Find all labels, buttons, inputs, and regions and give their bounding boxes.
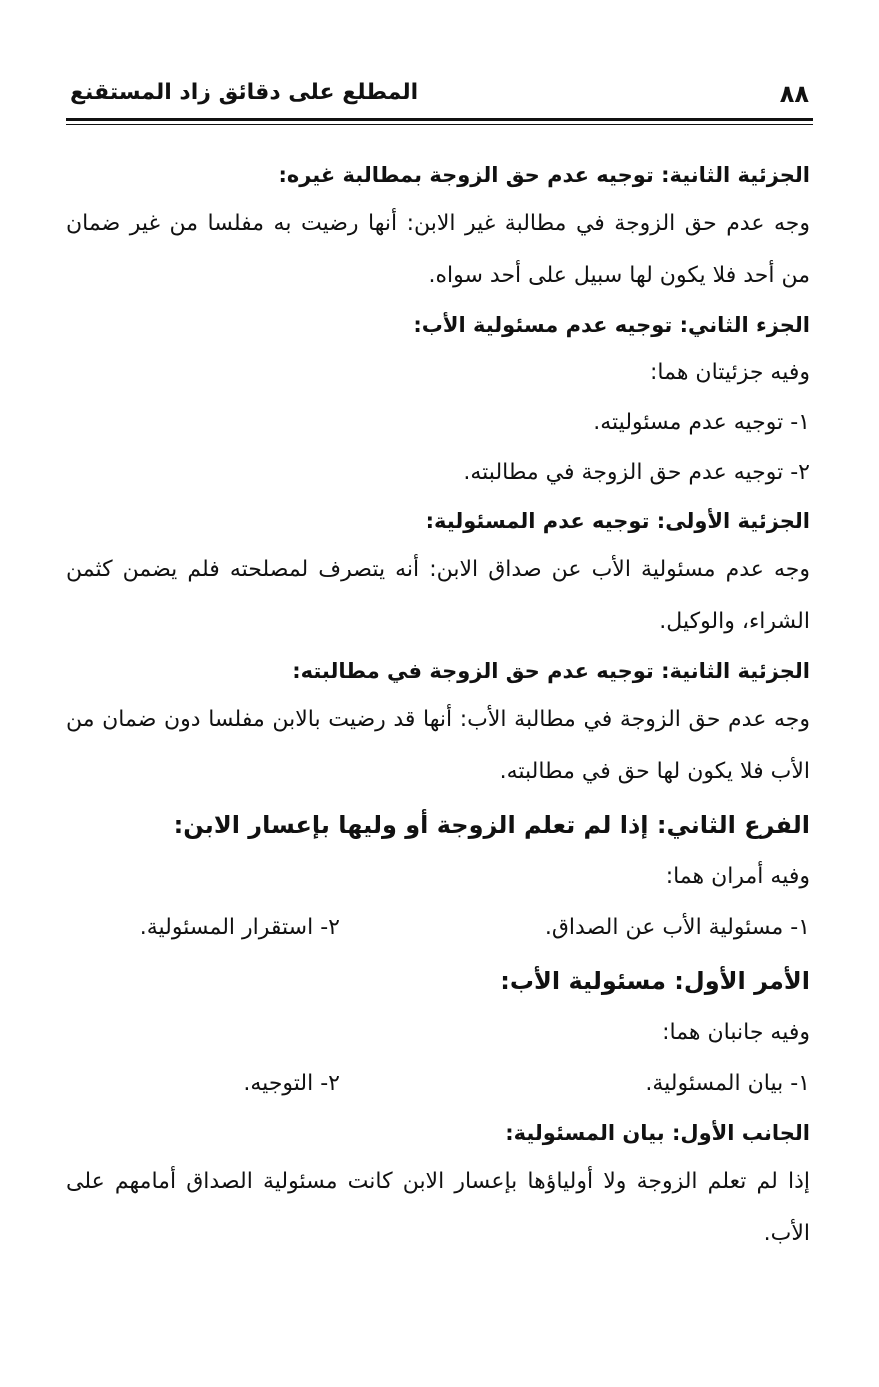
text-line: وفيه جزئيتان هما: xyxy=(650,360,810,385)
text-line: وفيه جانبان هما: xyxy=(662,1020,810,1045)
list-item: ٢- استقرار المسئولية. xyxy=(139,915,340,940)
book-title: المطلع على دقائق زاد المستقنع xyxy=(70,80,419,105)
branch-heading: الفرع الثاني: إذا لم تعلم الزوجة أو وليها بإعسار الابن: xyxy=(173,811,810,839)
paragraph: وجه عدم حق الزوجة في مطالبة الأب: أنها قد رضيت بالابن مفلسا دون ضمان من الأب فلا يكون لها حق في مطالبته. xyxy=(66,707,810,784)
list-item: ١- توجيه عدم مسئوليته. xyxy=(593,410,810,435)
list-item: ١- بيان المسئولية. xyxy=(645,1071,810,1096)
list-pair xyxy=(66,1058,810,1110)
section-heading: الجزئية الثانية: توجيه عدم حق الزوجة في مطالبته: xyxy=(292,659,810,683)
list-pair xyxy=(66,902,810,954)
section-heading: الجزئية الثانية: توجيه عدم حق الزوجة بمطالبة غيره: xyxy=(278,163,810,187)
header-rule-thin xyxy=(66,124,813,125)
section-heading: الجزئية الأولى: توجيه عدم المسئولية: xyxy=(425,509,810,533)
list-item: ١- مسئولية الأب عن الصداق. xyxy=(544,915,810,940)
list-item: ٢- التوجيه. xyxy=(243,1071,340,1096)
text-line: وفيه أمران هما: xyxy=(665,864,810,889)
paragraph: وجه عدم مسئولية الأب عن صداق الابن: أنه يتصرف لمصلحته فلم يضمن كثمن الشراء، والوكيل. xyxy=(66,557,810,634)
paragraph: وجه عدم حق الزوجة في مطالبة غير الابن: أنها رضيت به مفلسا من غير ضمان من أحد فلا يكون لها سبيل على أحد سواه. xyxy=(66,211,810,288)
page-header xyxy=(66,80,813,116)
page-body xyxy=(66,152,810,1260)
section-heading: الجانب الأول: بيان المسئولية: xyxy=(505,1121,810,1145)
section-heading: الأمر الأول: مسئولية الأب: xyxy=(500,967,810,995)
paragraph: إذا لم تعلم الزوجة ولا أولياؤها بإعسار الابن كانت مسئولية الصداق أمامهم على الأب. xyxy=(66,1169,810,1246)
section-heading: الجزء الثاني: توجيه عدم مسئولية الأب: xyxy=(413,313,810,337)
header-rule-thick xyxy=(66,118,813,121)
page-number: ٨٨ xyxy=(779,80,809,108)
list-item: ٢- توجيه عدم حق الزوجة في مطالبته. xyxy=(463,460,810,485)
